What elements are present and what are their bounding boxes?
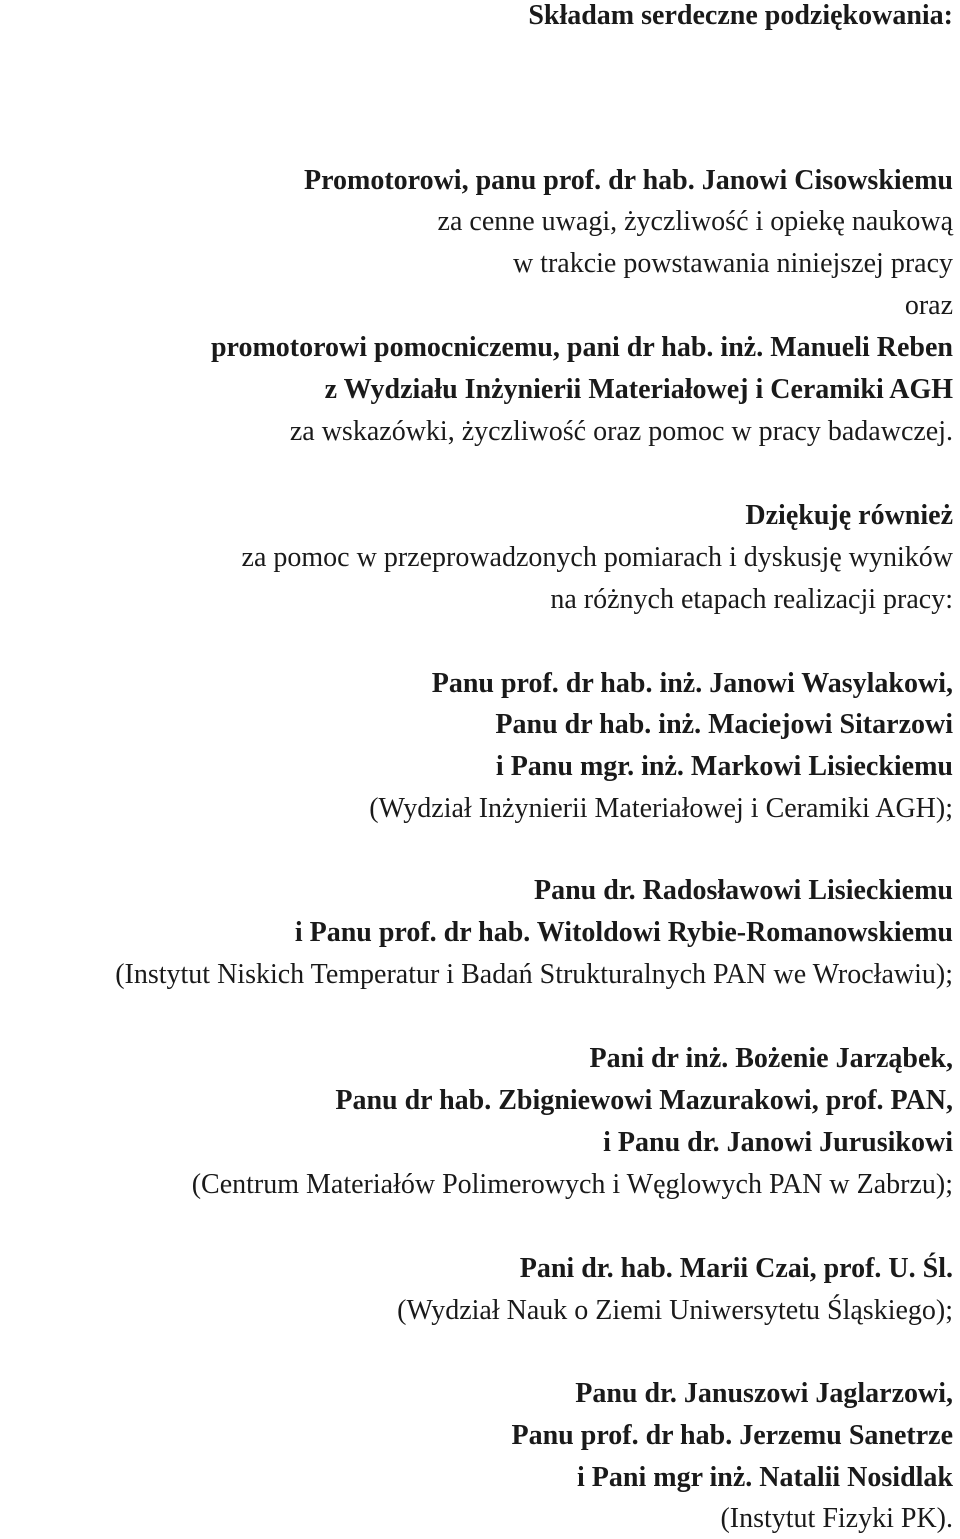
text-line: Pani dr inż. Bożenie Jarząbek,	[589, 1043, 953, 1074]
text-line: Dziękuję również	[745, 500, 953, 531]
text-line: za cenne uwagi, życzliwość i opiekę naukową	[437, 206, 953, 237]
text-line: (Instytut Fizyki PK).	[720, 1503, 953, 1534]
text-line: na różnych etapach realizacji pracy:	[550, 584, 953, 615]
text-line: za pomoc w przeprowadzonych pomiarach i dyskusję wyników	[241, 542, 953, 573]
text-line: (Wydział Nauk o Ziemi Uniwersytetu Śląskiego);	[397, 1295, 953, 1326]
text-line: Panu dr hab. inż. Maciejowi Sitarzowi	[495, 709, 953, 740]
text-line: Panu dr. Radosławowi Lisieckiemu	[533, 875, 953, 906]
text-line: (Instytut Niskich Temperatur i Badań Strukturalnych PAN we Wrocławiu);	[115, 959, 953, 990]
text-line: za wskazówki, życzliwość oraz pomoc w pracy badawczej.	[289, 416, 953, 447]
text-line: Panu prof. dr hab. inż. Janowi Wasylakowi,	[431, 668, 953, 699]
text-line: Pani dr. hab. Marii Czai, prof. U. Śl.	[519, 1253, 953, 1284]
text-line: (Centrum Materiałów Polimerowych i Węglowych PAN w Zabrzu);	[191, 1169, 953, 1200]
text-line: Panu prof. dr hab. Jerzemu Sanetrze	[511, 1420, 953, 1451]
text-line: Panu dr hab. Zbigniewowi Mazurakowi, prof. PAN,	[335, 1085, 953, 1116]
text-line: Promotorowi, panu prof. dr hab. Janowi Cisowskiemu	[303, 165, 953, 196]
text-line: i Panu dr. Janowi Jurusikowi	[603, 1127, 953, 1158]
text-line: i Pani mgr inż. Natalii Nosidlak	[577, 1462, 953, 1493]
text-line: z Wydziału Inżynierii Materiałowej i Ceramiki AGH	[324, 374, 953, 405]
text-line: oraz	[904, 290, 953, 321]
text-line: promotorowi pomocniczemu, pani dr hab. inż. Manueli Reben	[210, 332, 953, 363]
text-line: i Panu mgr. inż. Markowi Lisieckiemu	[495, 751, 953, 782]
text-line: w trakcie powstawania niniejszej pracy	[512, 248, 953, 279]
heading: Składam serdeczne podziękowania:	[528, 0, 953, 31]
text-line: i Panu prof. dr hab. Witoldowi Rybie-Romanowskiemu	[294, 917, 953, 948]
text-line: (Wydział Inżynierii Materiałowej i Ceramiki AGH);	[369, 793, 953, 824]
text-line: Panu dr. Januszowi Jaglarzowi,	[575, 1378, 953, 1409]
